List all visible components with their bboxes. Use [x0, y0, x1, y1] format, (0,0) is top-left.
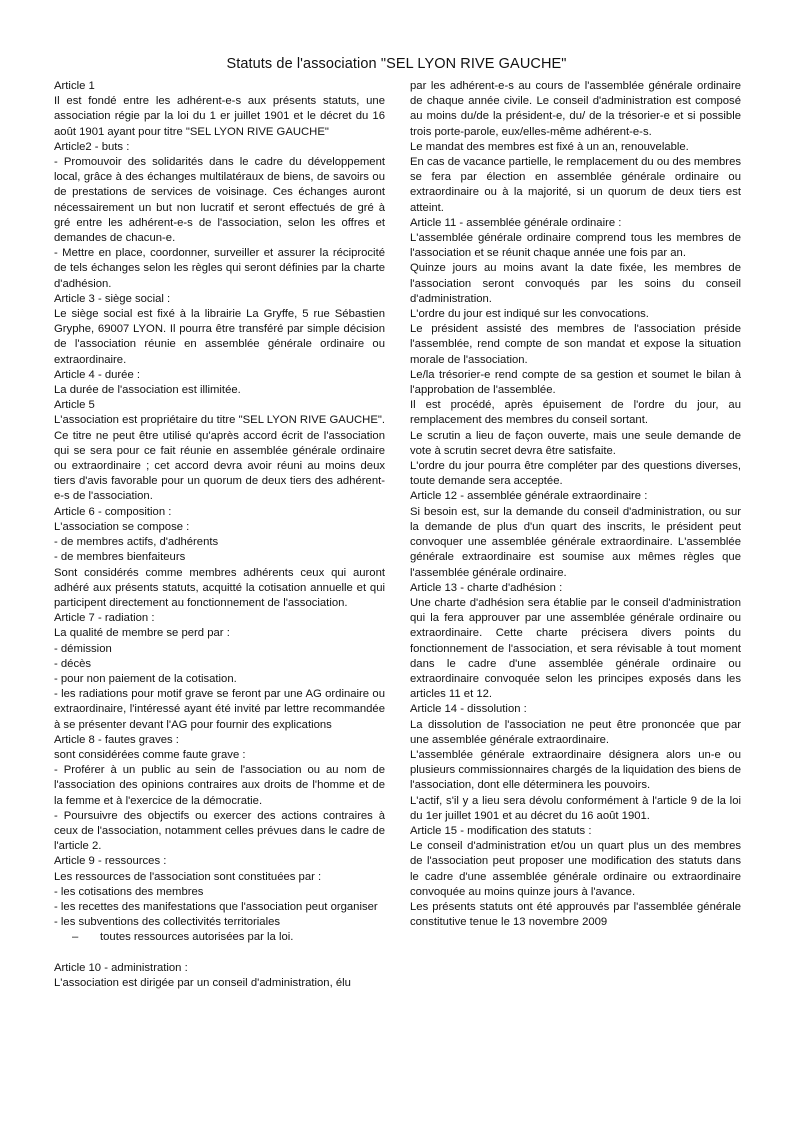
article-heading: Article 12 - assemblée générale extraordinaire :: [410, 490, 648, 503]
left-paragraph: - Poursuivre des objectifs ou exercer des actions contraires à ceux de l'association, notamment celles prévues dans le cadre de l'article 2.: [54, 809, 385, 853]
right-paragraph: Les présents statuts ont été approuvés par l'assemblée générale constitutive tenue le 13 novembre 2009: [410, 900, 741, 929]
right-paragraph: En cas de vacance partielle, le remplacement du ou des membres se fera par élection en assemblée générale ordinaire ou extraordinaire ou à la majorité, si un quorum de deux tiers est atteint.: [410, 156, 741, 214]
right-paragraph: Le conseil d'administration et/ou un quart plus un des membres de l'association peut proposer une modification des statuts dans le cadre d'une assemblée générale ordinaire ou extraordinaire convoquée au moins quinze jours à l'avance.: [410, 840, 741, 898]
left-paragraph: - de membres actifs, d'adhérents: [54, 536, 219, 549]
article-heading: Article 1: [54, 80, 95, 92]
right-paragraph: L'ordre du jour pourra être compléter par des questions diverses, toute demande sera acceptée.: [410, 460, 741, 488]
right-paragraph: Le scrutin a lieu de façon ouverte, mais une seule demande de vote à scrutin secret devra être satisfaite.: [410, 429, 741, 457]
article-heading: Article2 - buts :: [54, 140, 130, 153]
article-heading: Article 8 - fautes graves :: [54, 733, 179, 746]
article-heading: Article 11 - assemblée générale ordinaire :: [410, 216, 622, 229]
left-paragraph: Le siège social est fixé à la librairie La Gryffe, 5 rue Sébastien Gryphe, 69007 LYON. Il pourra être transféré par simple décision de l'association réunie en assemblée générale ordinaire ou extraordinaire.: [54, 308, 385, 366]
left-paragraph: - les radiations pour motif grave se feront par une AG ordinaire ou extraordinaire, l'intéressé ayant été invité par lettre recommandée à se présenter devant l'AG pour fournir des explications: [54, 688, 385, 731]
left-paragraph: La qualité de membre se perd par :: [54, 627, 230, 640]
left-column: [54, 79, 385, 991]
left-paragraph: L'association se compose :: [54, 520, 190, 533]
right-paragraph: Quinze jours au moins avant la date fixée, les membres de l'association seront convoqués par les soins du conseil d'administration.: [410, 262, 741, 305]
article-heading: Article 9 - ressources :: [54, 855, 167, 868]
left-paragraph: - les cotisations des membres: [54, 885, 204, 898]
right-paragraph: par les adhérent-e-s au cours de l'assemblée générale ordinaire de chaque année civile. Le conseil d'administration est composé au moins du/de la président-e, du/ de la trésorier-e et si possible trois porte-parole, eux/elles-même adhérent-e-s.: [410, 80, 741, 138]
left-paragraph: Il est fondé entre les adhérent-e-s aux présents statuts, une association régie par la loi du 1 er juillet 1901 et le décret du 16 août 1901 ayant pour titre "SEL LYON RIVE GAUCHE": [54, 95, 385, 138]
document-title: Statuts de l'association "SEL LYON RIVE GAUCHE": [226, 56, 567, 72]
article-heading: Article 13 - charte d'adhésion :: [410, 581, 563, 594]
right-paragraph: Il est procédé, après épuisement de l'ordre du jour, au remplacement des membres du conseil sortant.: [410, 399, 741, 427]
article-heading: Article 5: [54, 399, 95, 412]
left-paragraph: - Mettre en place, coordonner, surveiller et assurer la réciprocité de tels échanges selon les règles qui seront définies par la charte d'adhésion.: [54, 247, 385, 290]
right-paragraph: Si besoin est, sur la demande du conseil d'administration, ou sur la demande de plus d'un quart des inscrits, le président peut convoquer une assemblée générale extraordinaire. L'assemblée générale extraordinaire est soumise aux mêmes règles que l'assemblée générale ordinaire.: [410, 505, 741, 579]
right-paragraph: L'ordre du jour est indiqué sur les convocations.: [410, 308, 649, 321]
bullet-dash: –: [72, 931, 79, 944]
article-heading: Article 15 - modification des statuts :: [410, 824, 592, 837]
right-paragraph: Une charte d'adhésion sera établie par le conseil d'administration qui la fera approuver par une assemblée générale ordinaire ou extraordinaire. Cette charte précisera divers points du fonctionnement de l'association, et sera révisable à tout moment dans le cadre d'une assemblée générale ordinaire ou extraordinaire convoquée selon les principes exposés dans les articles 11 et 12.: [410, 596, 741, 701]
right-paragraph: L'actif, s'il y a lieu sera dévolu conformément à l'article 9 de la loi du 1er juillet 1901 et au décret du 16 août 1901.: [410, 794, 741, 822]
article-heading: Article 7 - radiation :: [54, 612, 155, 625]
right-paragraph: Le président assisté des membres de l'association préside l'assemblée, rend compte de son mandat et expose la situation morale de l'association.: [410, 323, 741, 366]
list-item-text: toutes ressources autorisées par la loi.: [100, 931, 294, 944]
left-paragraph: - Promouvoir des solidarités dans le cadre du développement local, grâce à des échanges multilatéraux de biens, de savoirs ou de prestations de services de voisinage. Ces échanges auront nécessairement un but non lucratif et seront effectués de gré à gré entre les adhérent-e-s de l'association, selon les offres et demandes de chacun-e.: [54, 156, 385, 245]
right-paragraph: L'assemblée générale extraordinaire désignera alors un-e ou plusieurs commissionnaires chargés de la liquidation des biens de l'association, dont elle déterminera les pouvoirs.: [410, 748, 741, 792]
right-column: [410, 79, 741, 930]
left-paragraph: [54, 930, 385, 945]
article-heading: Article 6 - composition :: [54, 505, 172, 518]
left-paragraph: - de membres bienfaiteurs: [54, 551, 186, 564]
article-heading: Article 14 - dissolution :: [410, 703, 527, 716]
right-paragraph: La dissolution de l'association ne peut être prononcée que par une assemblée générale extraordinaire.: [410, 718, 741, 746]
right-paragraph: Le/la trésorier-e rend compte de sa gestion et soumet le bilan à l'approbation de l'assemblée.: [410, 368, 741, 397]
right-paragraph: L'assemblée générale ordinaire comprend tous les membres de l'association et se réunit chaque année une fois par an.: [410, 232, 741, 260]
left-paragraph: - Proférer à un public au sein de l'association ou au nom de l'association des opinions contraires aux droits de l'homme et de la femme et à l'exercice de la démocratie.: [54, 764, 385, 807]
left-paragraph: - pour non paiement de la cotisation.: [54, 672, 237, 685]
left-paragraph: - les subventions des collectivités territoriales: [54, 916, 281, 929]
left-paragraph: - démission: [54, 642, 112, 655]
left-paragraph: L'association est propriétaire du titre "SEL LYON RIVE GAUCHE". Ce titre ne peut être utilisé qu'après accord écrit de l'association qui se sera pour ce fait réunie en assemblée générale ordinaire ou extraordinaire ; cet accord devra avoir réuni au moins deux tiers d'avis favorable pour un quorum de deux tiers des adhérent-e-s de l'association.: [54, 414, 385, 503]
left-paragraph: La durée de l'association est illimitée.: [54, 384, 241, 397]
left-paragraph: - décès: [54, 657, 92, 670]
article-heading: Article 10 - administration :: [54, 961, 188, 974]
left-paragraph: Les ressources de l'association sont constituées par :: [54, 870, 322, 883]
right-paragraph: Le mandat des membres est fixé à un an, renouvelable.: [410, 140, 689, 153]
article-heading: Article 3 - siège social :: [54, 292, 171, 305]
article-heading: Article 4 - durée :: [54, 368, 141, 381]
left-paragraph: - les recettes des manifestations que l'association peut organiser: [54, 900, 378, 913]
left-paragraph: Sont considérés comme membres adhérents ceux qui auront adhéré aux présents statuts, acquitté la cotisation annuelle et qui participent directement au fonctionnement de l'association.: [54, 566, 385, 609]
left-paragraph: sont considérées comme faute grave :: [54, 748, 246, 761]
left-paragraph: L'association est dirigée par un conseil d'administration, élu: [54, 976, 351, 989]
